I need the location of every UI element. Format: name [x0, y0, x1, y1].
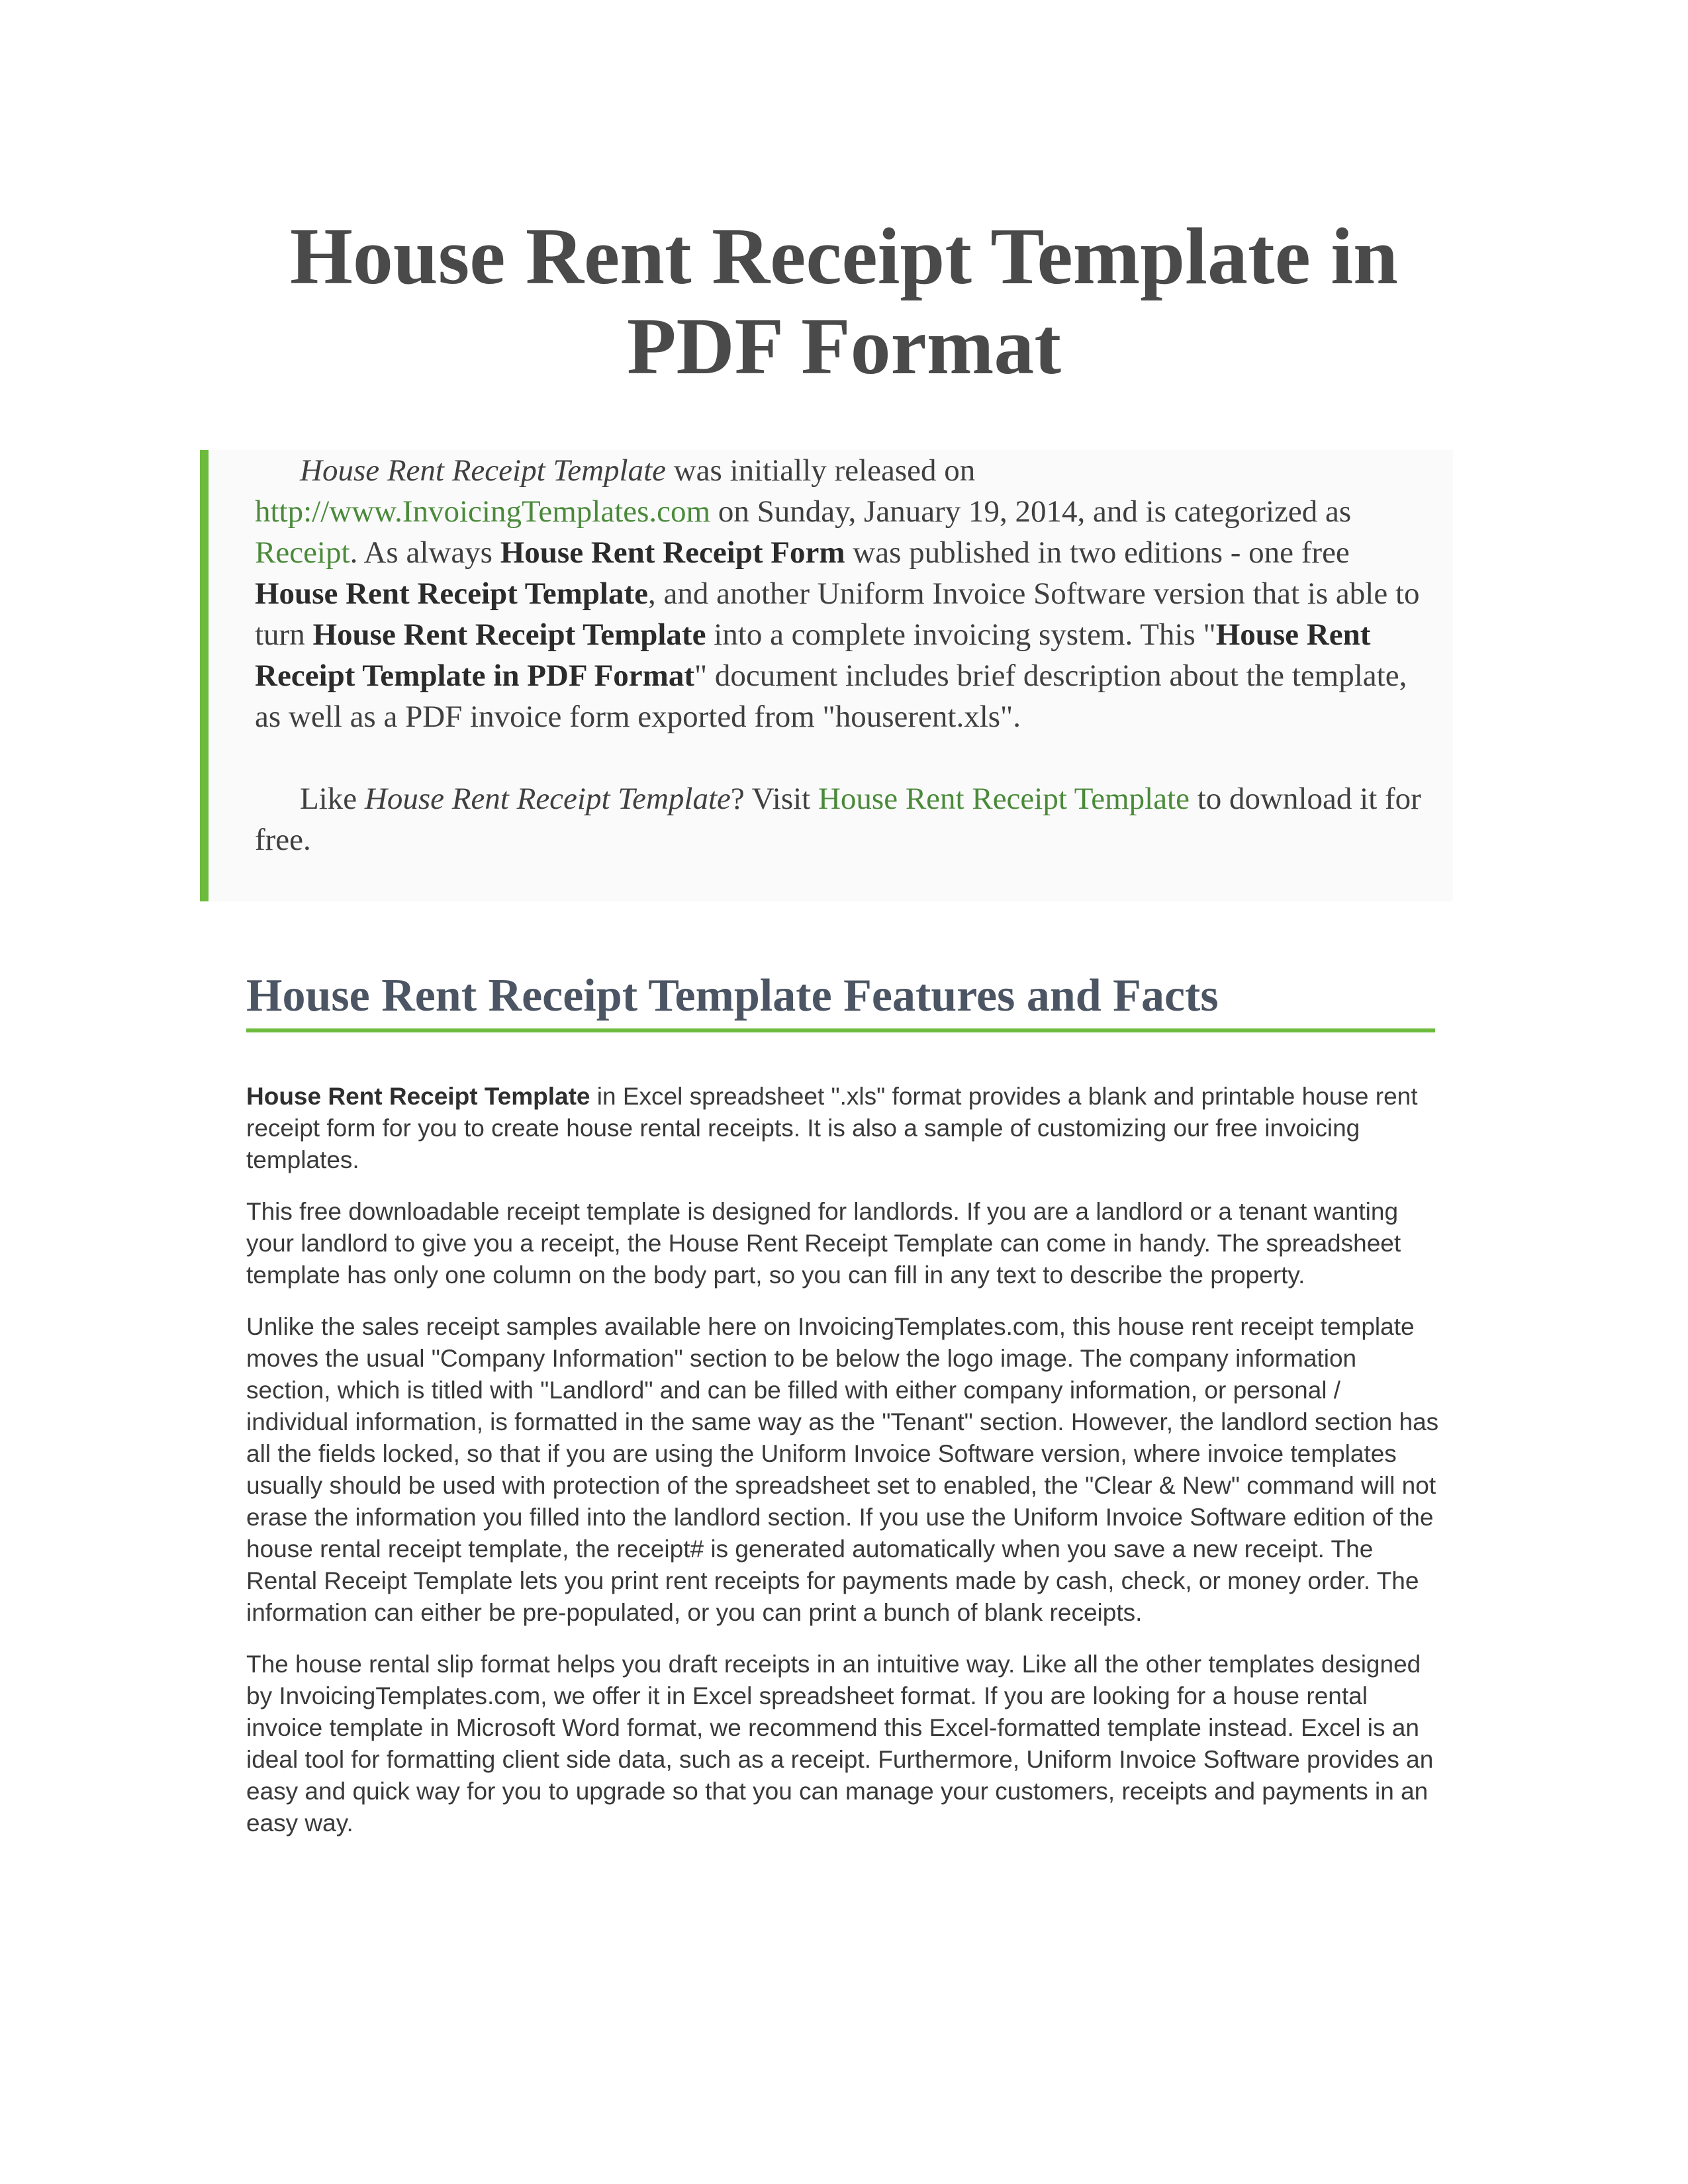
- intro-text-segment: on Sunday, January 19, 2014, and is categorized as: [710, 494, 1352, 529]
- intro-text-segment: was initially released on: [665, 453, 976, 488]
- document-title: [199, 212, 1489, 392]
- intro-text-segment: , and another Uniform Invoice Software version that is able to turn: [255, 576, 1420, 652]
- intro-text-segment: . As always: [350, 535, 500, 570]
- section-heading: House Rent Receipt Template Features and Facts: [246, 966, 1435, 1032]
- intro-bold-template: House Rent Receipt Template: [255, 576, 648, 611]
- title-line-2: PDF Format: [626, 302, 1062, 391]
- intro-text-segment: ? Visit: [730, 782, 818, 816]
- intro-paragraph-1: [255, 450, 1433, 737]
- body-paragraph-4: The house rental slip format helps you draft receipts in an intuitive way. Like all the other templates designed by InvoicingTemplates.com, we offer it in Excel spreadsheet format. If you are looking for a house rental invoice template in Microsoft Word format, we recommend this Excel-formatted template instead. Excel is an ideal tool for formatting client side data, such as a receipt. Furthermore, Uniform Invoice Software provides an easy and quick way for you to upgrade so that you can manage your customers, receipts and payments in an easy way.: [246, 1651, 1434, 1837]
- intro-bold-template: House Rent Receipt Template: [312, 617, 706, 652]
- intro-italic-title: House Rent Receipt Template: [300, 453, 666, 488]
- body-paragraph-3: Unlike the sales receipt samples available here on InvoicingTemplates.com, this house rent receipt template moves the usual "Company Information" section to be below the logo image. The company information section, which is titled with "Landlord" and can be filled with either company information, or personal / individual information, is formatted in the same way as the "Tenant" section. However, the landlord section has all the fields locked, so that if you are using the Uniform Invoice Software version, where invoice templates usually should be used with protection of the spreadsheet set to enabled, the "Clear & New" command will not erase the information you filled into the landlord section. If you use the Uniform Invoice Software edition of the house rental receipt template, the receipt# is generated automatically when you save a new receipt. The Rental Receipt Template lets you print rent receipts for payments made by cash, check, or money order. The information can either be pre-populated, or you can print a bunch of blank receipts.: [246, 1313, 1439, 1626]
- body-paragraph-2: This free downloadable receipt template is designed for landlords. If you are a landlord or a tenant wanting your landlord to give you a receipt, the House Rent Receipt Template can come in handy. The spreadsheet template has only one column on the body part, so you can fill in any text to describe the property.: [246, 1198, 1401, 1289]
- intro-text-segment: was published in two editions - one free: [845, 535, 1350, 570]
- body-bold-lead: House Rent Receipt Template: [246, 1083, 590, 1110]
- category-link[interactable]: Receipt: [255, 535, 350, 570]
- body-paragraph-1: [246, 1081, 1444, 1176]
- intro-text-segment: to download it for free.: [255, 782, 1421, 857]
- intro-text-segment: " document includes brief description about the template, as well as a PDF invoice form exported from "houserent.xls".: [255, 659, 1407, 734]
- body-text: in Excel spreadsheet ".xls" format provides a blank and printable house rent receipt form for you to create house rental receipts. It is also a sample of customizing our free invoicing templates.: [246, 1083, 1418, 1173]
- intro-text: [255, 450, 1433, 860]
- intro-bold-form: House Rent Receipt Form: [500, 535, 845, 570]
- intro-text-segment: Like: [300, 782, 365, 816]
- download-link[interactable]: House Rent Receipt Template: [818, 782, 1190, 816]
- intro-paragraph-2: [255, 778, 1433, 860]
- title-line-1: House Rent Receipt Template in: [289, 212, 1399, 301]
- section-body: [246, 1081, 1444, 1859]
- site-link[interactable]: http://www.InvoicingTemplates.com: [255, 494, 711, 529]
- intro-bold-document-name: House Rent Receipt Template in PDF Format: [255, 617, 1371, 693]
- intro-text-segment: into a complete invoicing system. This ": [706, 617, 1216, 652]
- intro-callout: [200, 450, 1453, 901]
- intro-italic-title: House Rent Receipt Template: [364, 782, 731, 816]
